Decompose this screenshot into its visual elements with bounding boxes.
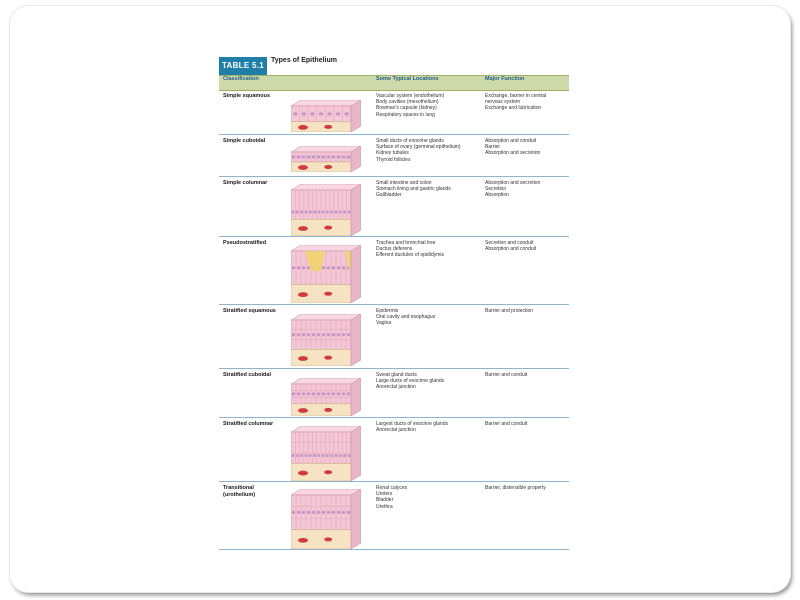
row-function: Absorption and conduit Barrier Absorption and secretion bbox=[485, 138, 541, 157]
row-function: Secretion and conduit Absorption and conduit bbox=[485, 240, 537, 253]
row-classification: Stratified squamous bbox=[223, 308, 276, 314]
epithelium-table bbox=[219, 57, 569, 549]
table-row bbox=[219, 304, 569, 369]
header-locations: Some Typical Locations bbox=[376, 76, 439, 82]
table-row bbox=[219, 89, 569, 135]
row-function: Absorption and secretion Secretion Absorption bbox=[485, 180, 541, 199]
row-locations: Largest ducts of exocrine glands Anorectal junction bbox=[376, 421, 448, 434]
row-function: Barrier, distensible property bbox=[485, 485, 546, 491]
row-classification: Transitional (urothelium) bbox=[223, 485, 256, 498]
header-classification: Classification bbox=[223, 76, 259, 82]
simple-cuboidal-tissue-icon bbox=[291, 146, 361, 177]
row-classification: Simple cuboidal bbox=[223, 138, 266, 144]
pseudostratified-tissue-icon bbox=[291, 245, 361, 308]
row-locations: Vascular system (endothelium) Body cavities (mesothelium) Bowman's capsule (kidney) Respiratory spaces in lung bbox=[376, 93, 445, 118]
row-locations: Sweat gland ducts Large ducts of exocrine glands Anorectal junction bbox=[376, 372, 445, 391]
table-row bbox=[219, 417, 569, 482]
row-classification: Simple squamous bbox=[223, 93, 271, 99]
table-row bbox=[219, 134, 569, 177]
table-row bbox=[219, 481, 569, 550]
row-function: Barrier and conduit bbox=[485, 421, 528, 427]
simple-squamous-tissue-icon bbox=[291, 100, 361, 137]
table-badge: TABLE 5.1 bbox=[219, 57, 267, 75]
simple-columnar-tissue-icon bbox=[291, 184, 361, 241]
table-row bbox=[219, 176, 569, 237]
row-locations: Small intestine and colon Stomach lining and gastric glands Gallbladder bbox=[376, 180, 451, 199]
corner-mark: . bbox=[786, 585, 788, 591]
row-classification: Stratified cuboidal bbox=[223, 372, 271, 378]
row-function: Exchange, barrier in central nervous system Exchange and lubrication bbox=[485, 93, 547, 112]
stratified-cuboidal-tissue-icon bbox=[291, 378, 361, 421]
stratified-squamous-tissue-icon bbox=[291, 314, 361, 371]
row-locations: Trachea and bronchial tree Ductus deferens Efferent ductules of epididymis bbox=[376, 240, 445, 259]
table-row bbox=[219, 368, 569, 418]
stratified-columnar-tissue-icon bbox=[291, 426, 361, 486]
header-function: Major Function bbox=[485, 76, 525, 82]
row-function: Barrier and protection bbox=[485, 308, 534, 314]
row-function: Barrier and conduit bbox=[485, 372, 528, 378]
row-locations: Renal calyces Ureters Bladder Urethra bbox=[376, 485, 408, 510]
table-caption: Types of Epithelium bbox=[271, 57, 337, 64]
table-row bbox=[219, 236, 569, 305]
table-title-bar bbox=[219, 57, 569, 75]
transitional-tissue-icon bbox=[291, 489, 361, 554]
row-classification: Pseudostratified bbox=[223, 240, 267, 246]
row-classification: Simple columnar bbox=[223, 180, 268, 186]
row-locations: Epidermis Oral cavity and esophagus Vagina bbox=[376, 308, 436, 327]
row-classification: Stratified columnar bbox=[223, 421, 274, 427]
row-locations: Small ducts of exocrine glands Surface of ovary (germinal epithelium) Kidney tubules Thyroid follicles bbox=[376, 138, 461, 163]
